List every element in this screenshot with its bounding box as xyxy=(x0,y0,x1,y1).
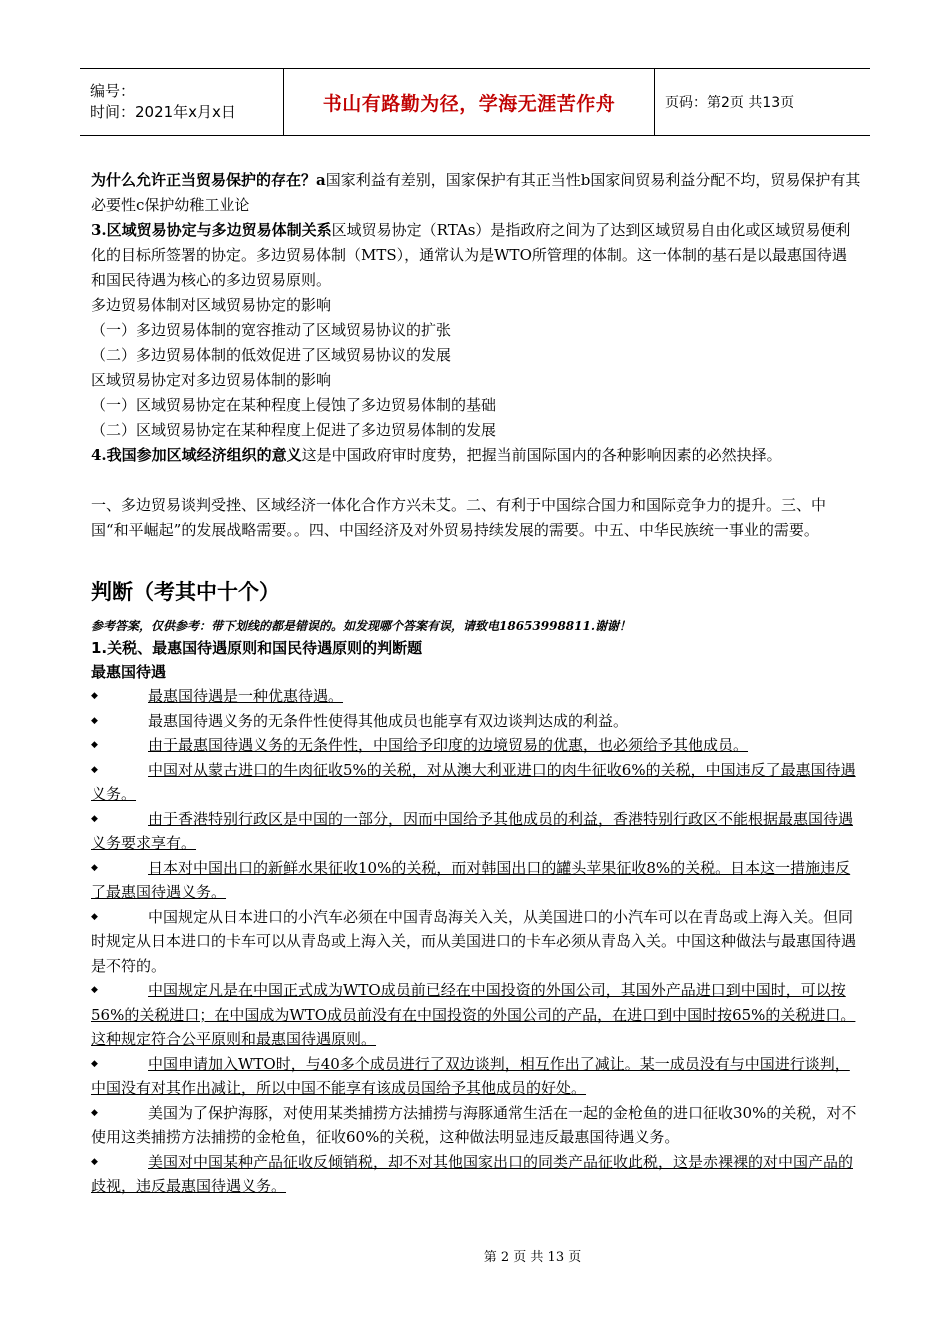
diamond-bullet-icon: ◆ xyxy=(91,764,98,775)
diamond-bullet-icon: ◆ xyxy=(91,715,98,726)
list-line: （二）多边贸易体制的低效促进了区域贸易协议的发展 xyxy=(91,346,452,364)
statement-text xyxy=(91,709,861,734)
wrong-statement: 中国规定凡是在中国正式成为WTO成员前已经在中国投资的外国公司，其国外产品进口到中国时，可以按56%的关税进口；在中国成为WTO成员前没有在中国投资的外国公司的产品，在进口到中国时按65%的关税进口。这种规定符合公平原则和最惠国待遇原则。 xyxy=(91,981,856,1048)
date-label: 时间：2021年x月x日 xyxy=(90,103,236,121)
mfn-heading: 最惠国待遇 xyxy=(91,663,167,681)
diamond-bullet-icon: ◆ xyxy=(91,691,98,701)
wrong-statement: 中国申请加入WTO时，与40多个成员进行了双边谈判，相互作出了减让。某一成员没有与中国进行谈判，中国没有对其作出减让，所以中国不能享有该成员国给予其他成员的好处。 xyxy=(91,1054,850,1097)
wrong-statement: 美国对中国某种产品征收反倾销税，却不对其他国家出口的同类产品征收此税，这是赤裸裸的对中国产品的歧视，违反最惠国待遇义务。 xyxy=(91,1152,854,1195)
list-item xyxy=(91,905,861,979)
page-footer: 第 2 页 共 13 页 xyxy=(483,1250,582,1265)
diamond-bullet-icon: ◆ xyxy=(91,985,98,995)
statement-text xyxy=(91,733,861,758)
list-item xyxy=(91,709,861,734)
list-item xyxy=(91,1150,861,1199)
section-4-paragraph xyxy=(91,443,861,468)
list-item xyxy=(91,733,861,758)
list-item xyxy=(91,758,861,807)
wrong-statement: 日本对中国出口的新鲜水果征收10%的关税，而对韩国出口的罐头苹果征收8%的关税。日本这一措施违反了最惠国待遇义务。 xyxy=(91,858,851,901)
diamond-bullet-icon: ◆ xyxy=(91,740,98,750)
statement-text xyxy=(91,1052,861,1101)
answer-note: 参考答案，仅供参考：带下划线的都是错误的。如发现哪个答案有误，请致电18653998811.谢谢！ xyxy=(91,619,632,633)
judgement-title: 判断（考其中十个） xyxy=(91,580,280,604)
wrong-statement: 最惠国待遇是一种优惠待遇。 xyxy=(148,687,344,705)
wrong-statement: 由于最惠国待遇义务的无条件性，中国给予印度的边境贸易的优惠，也必须给予其他成员。 xyxy=(148,736,749,754)
significance-paragraph: 一、多边贸易谈判受挫、区域经济一体化合作方兴未艾。二、有利于中国综合国力和国际竞争力的提升。三、中国“和平崛起”的发展战略需要。。四、中国经济及对外贸易持续发展的需要。中五、中华民族统一事业的需要。 xyxy=(91,496,827,539)
diamond-bullet-icon: ◆ xyxy=(91,862,98,873)
list-item xyxy=(91,1052,861,1101)
statement-text xyxy=(91,978,861,1052)
header-meta xyxy=(80,69,284,135)
wrong-statement: 由于香港特别行政区是中国的一部分，因而中国给予其他成员的利益，香港特别行政区不能根据最惠国待遇义务要求享有。 xyxy=(91,809,854,852)
list-line: 多边贸易体制对区域贸易协定的影响 xyxy=(91,296,332,314)
diamond-bullet-icon: ◆ xyxy=(91,1107,98,1118)
header-motto: 书山有路勤为径，学海无涯苦作舟 xyxy=(322,92,616,115)
document-body xyxy=(91,168,861,1199)
statement-text xyxy=(91,684,861,709)
header-page-cell xyxy=(655,69,870,135)
section-3-text: 区域贸易协定（RTAs）是指政府之间为了达到区域贸易自由化或区域贸易便利化的目标所签署的协定。多边贸易体制（MTS），通常认为是WTO所管理的体制。这一体制的基石是以最惠国待遇和国民待遇为核心的多边贸易原则。 xyxy=(91,221,851,289)
statement-text xyxy=(91,856,861,905)
question-answer: 国家利益有差别，国家保护有其正当性b国家间贸易利益分配不均，贸易保护有其必要性c保护幼稚工业论 xyxy=(91,171,861,214)
judgement-subtitle: 1.关税、最惠国待遇原则和国民待遇原则的判断题 xyxy=(91,639,423,657)
serial-label: 编号： xyxy=(90,82,136,100)
statement-text xyxy=(91,905,861,979)
diamond-bullet-icon: ◆ xyxy=(91,911,98,922)
diamond-bullet-icon: ◆ xyxy=(91,813,98,824)
list-item xyxy=(91,856,861,905)
list-line: （一）多边贸易体制的宽容推动了区域贸易协议的扩张 xyxy=(91,321,452,339)
question-paragraph xyxy=(91,168,861,218)
list-line: 区域贸易协定对多边贸易体制的影响 xyxy=(91,371,332,389)
list-line: （二）区域贸易协定在某种程度上促进了多边贸易体制的发展 xyxy=(91,421,497,439)
list-item xyxy=(91,1101,861,1150)
statement-text xyxy=(91,758,861,807)
statement-text xyxy=(91,1150,861,1199)
list-item xyxy=(91,807,861,856)
section-4-heading: 4.我国参加区域经济组织的意义 xyxy=(91,446,302,464)
diamond-bullet-icon: ◆ xyxy=(91,1058,98,1069)
header-motto-cell xyxy=(284,69,655,135)
statement-text xyxy=(91,807,861,856)
correct-statement: 美国为了保护海豚，对使用某类捕捞方法捕捞与海豚通常生活在一起的金枪鱼的进口征收30%的关税，对不使用这类捕捞方法捕捞的金枪鱼，征收60%的关税，这种做法明显违反最惠国待遇义务。 xyxy=(91,1103,857,1146)
correct-statement: 最惠国待遇义务的无条件性使得其他成员也能享有双边谈判达成的利益。 xyxy=(148,711,629,730)
section-4-text: 这是中国政府审时度势，把握当前国际国内的各种影响因素的必然抉择。 xyxy=(301,446,782,464)
section-3-paragraph xyxy=(91,218,861,293)
list-item xyxy=(91,978,861,1052)
wrong-statement: 中国对从蒙古进口的牛肉征收5%的关税，对从澳大利亚进口的肉牛征收6%的关税，中国违反了最惠国待遇义务。 xyxy=(91,760,856,803)
list-line: （一）区域贸易协定在某种程度上侵蚀了多边贸易体制的基础 xyxy=(91,396,497,414)
statement-text xyxy=(91,1101,861,1150)
diamond-bullet-icon: ◆ xyxy=(91,1156,98,1167)
header-page-number: 页码：第2页 共13页 xyxy=(665,95,795,111)
section-3-heading: 3.区域贸易协定与多边贸易体制关系 xyxy=(91,221,332,239)
list-item xyxy=(91,684,861,709)
page-header xyxy=(80,68,870,136)
correct-statement: 中国规定从日本进口的小汽车必须在中国青岛海关入关，从美国进口的小汽车可以在青岛或上海入关。但同时规定从日本进口的卡车可以从青岛或上海入关，而从美国进口的卡车必须从青岛入关。中国这种做法与最惠国待遇是不符的。 xyxy=(91,907,857,975)
question-heading: 为什么允许正当贸易保护的存在？a xyxy=(91,171,326,189)
judgement-list xyxy=(91,684,861,1199)
